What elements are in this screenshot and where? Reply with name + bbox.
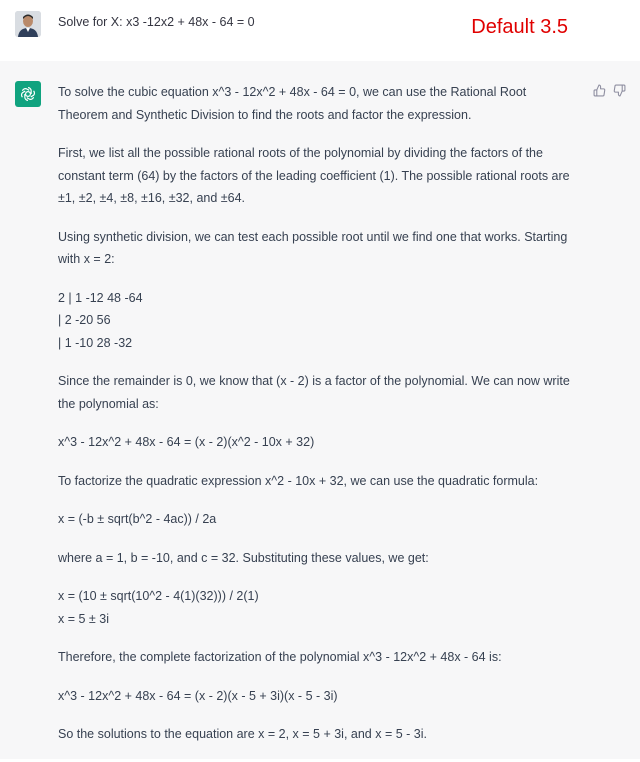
assistant-message [58,81,578,762]
thumbs-down-icon[interactable] [612,83,626,97]
feedback-buttons [592,83,626,97]
solution-block [58,585,578,630]
version-label: Default 3.5 [471,16,568,38]
thumbs-up-icon[interactable] [592,83,606,97]
solution-line: x = (10 ± sqrt(10^2 - 4(1)(32))) / 2(1) [58,589,259,603]
synthetic-division-block [58,287,578,355]
synthetic-division-line: | 2 -20 56 [58,313,111,327]
equation-line: x^3 - 12x^2 + 48x - 64 = (x - 2)(x^2 - 10x + 32) [58,435,315,449]
user-avatar [15,11,41,37]
openai-logo-icon [15,81,41,107]
solution-line: x = 5 ± 3i [58,611,109,626]
paragraph: To factorize the quadratic expression x^2 - 10x + 32, we can use the quadratic formula: [58,473,539,488]
paragraph: where a = 1, b = -10, and c = 32. Substituting these values, we get: [58,550,429,565]
user-message: Solve for X: x3 -12x2 + 48x - 64 = 0 [58,15,255,29]
paragraph: Therefore, the complete factorization of the polynomial x^3 - 12x^2 + 48x - 64 is: [58,650,502,664]
assistant-message-row [0,61,640,759]
equation-line: x^3 - 12x^2 + 48x - 64 = (x - 2)(x - 5 + 3i)(x - 5 - 3i) [58,688,338,703]
paragraph: Using synthetic division, we can test each possible root until we find one that works. Starting with x = 2: [58,229,568,266]
equation-line: x = (-b ± sqrt(b^2 - 4ac)) / 2a [58,512,217,526]
user-message-row [0,0,640,62]
paragraph: To solve the cubic equation x^3 - 12x^2 + 48x - 64 = 0, we can use the Rational Root Theorem and Synthetic Division to find the roots and factor the expression. [58,85,527,122]
paragraph: So the solutions to the equation are x = 2, x = 5 + 3i, and x = 5 - 3i. [58,727,427,741]
synthetic-division-line: 2 | 1 -12 48 -64 [58,290,143,305]
paragraph: Since the remainder is 0, we know that (x - 2) is a factor of the polynomial. We can now write the polynomial as: [58,374,570,411]
synthetic-division-line: | 1 -10 28 -32 [58,335,133,350]
paragraph: First, we list all the possible rational roots of the polynomial by dividing the factors of the constant term (64) by the factors of the leading coefficient (1). The possible rational roots are ±1, ±2, ±4, ±8, ±16, ±32, and ±64. [58,146,570,205]
